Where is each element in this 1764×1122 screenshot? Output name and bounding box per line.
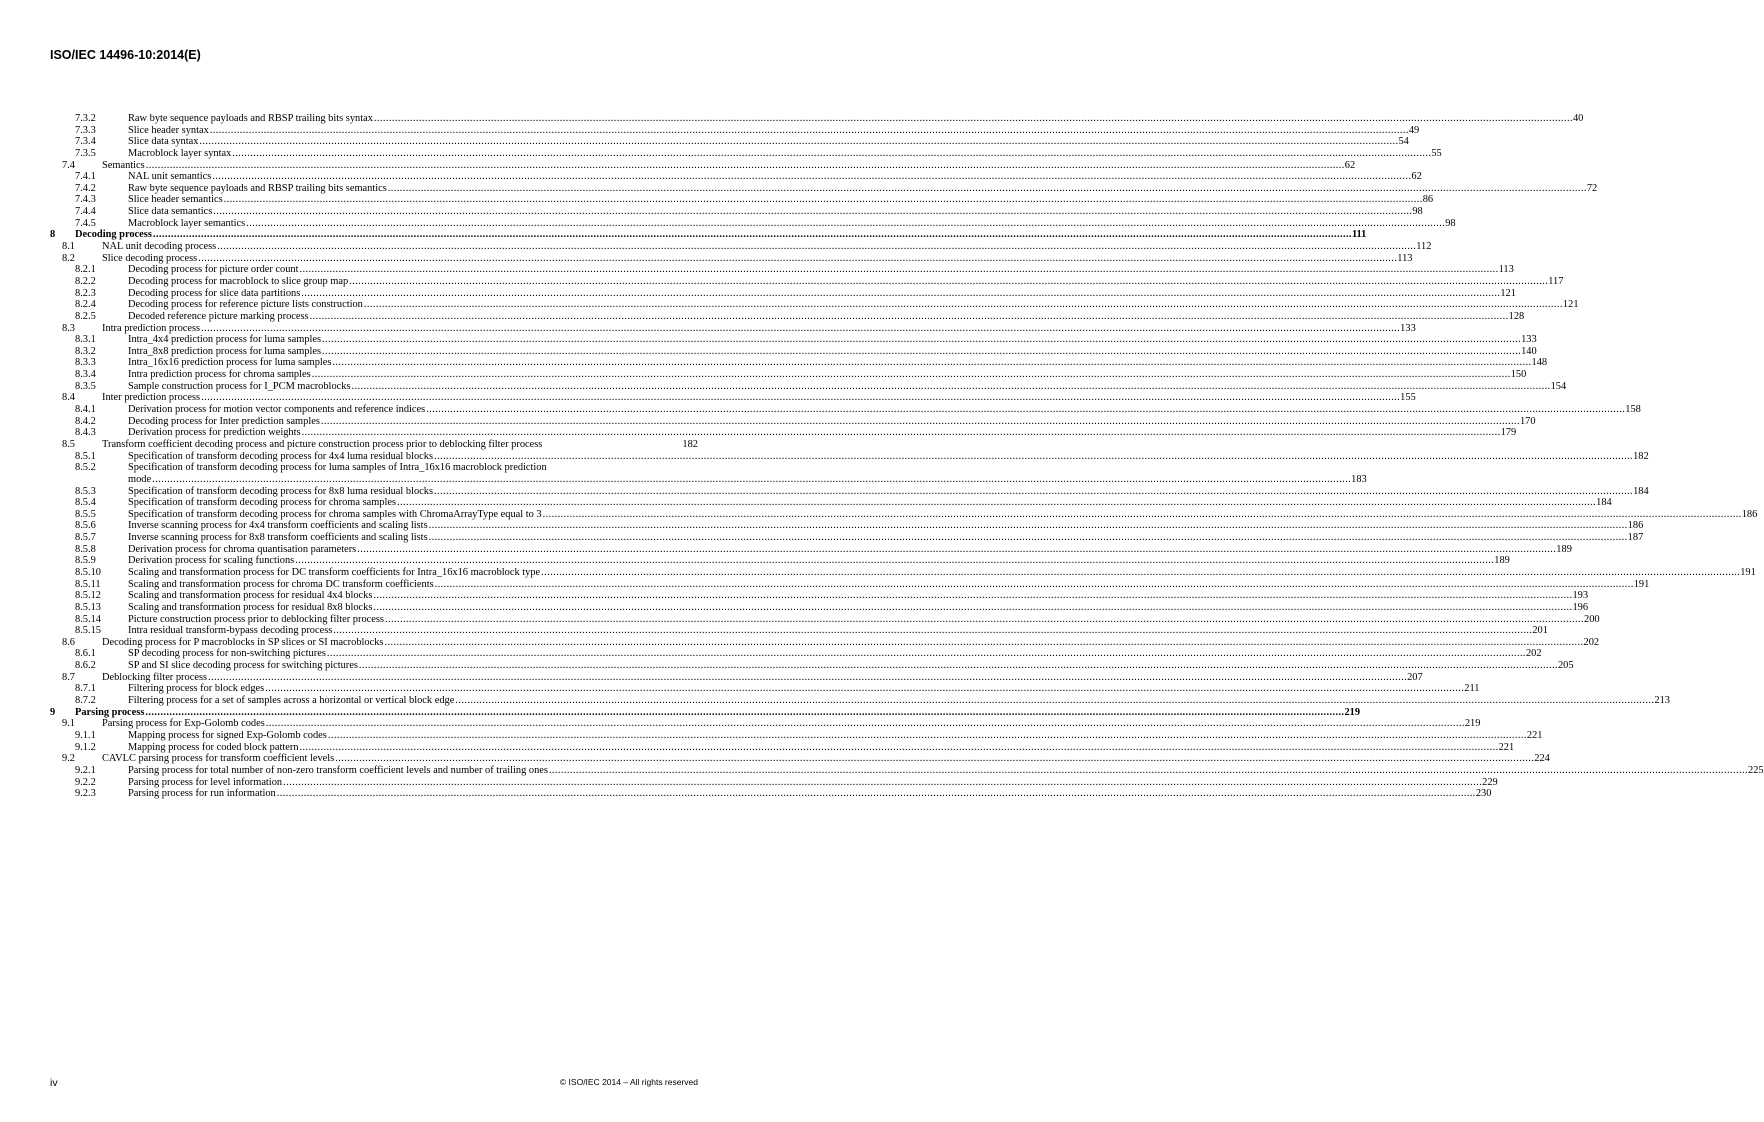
toc-page-number: 224 bbox=[1534, 753, 1550, 765]
toc-section-title: Derivation process for prediction weights bbox=[128, 427, 301, 439]
toc-page-number: 170 bbox=[1519, 415, 1536, 427]
toc-section-number: 8.5 bbox=[62, 438, 75, 450]
toc-section-number: 8.5.3 bbox=[75, 485, 96, 497]
toc-entry[interactable] bbox=[50, 334, 1537, 346]
toc-dot-leader: ................................................................................................................................................................................................................................................................................................................................................................................................................ bbox=[434, 450, 1634, 462]
toc-section-number: 7.3.3 bbox=[75, 124, 96, 136]
toc-entry[interactable] bbox=[50, 462, 1367, 485]
toc-dot-leader: ................................................................................................................................................................................................................................................................................................................................................................................................................ bbox=[358, 660, 1558, 672]
toc-section-number: 9 bbox=[50, 706, 56, 718]
toc-section-title: Inter prediction process bbox=[102, 392, 201, 404]
toc-dot-leader: ................................................................................................................................................................................................................................................................................................................................................................................................................ bbox=[311, 369, 1511, 381]
toc-dot-leader: ................................................................................................................................................................................................................................................................................................................................................................................................................ bbox=[299, 741, 1499, 753]
toc-section-title: Intra prediction process for chroma samples bbox=[128, 369, 311, 381]
toc-page-number: 86 bbox=[1422, 194, 1434, 206]
toc-dot-leader: ................................................................................................................................................................................................................................................................................................................................................................................................................ bbox=[320, 415, 1520, 427]
toc-section-title: Macroblock layer syntax bbox=[128, 147, 232, 159]
toc-page-number: 221 bbox=[1526, 729, 1543, 741]
toc-section-number: 7.4.2 bbox=[75, 182, 96, 194]
toc-page-number: 179 bbox=[1500, 427, 1517, 439]
toc-entry[interactable] bbox=[50, 357, 1548, 369]
toc-page-number: 219 bbox=[1464, 718, 1481, 730]
toc-entry[interactable] bbox=[50, 718, 1481, 730]
toc-page-number: 193 bbox=[1572, 590, 1589, 602]
toc-page-number: 133 bbox=[1521, 334, 1537, 346]
toc-dot-leader: ................................................................................................................................................................................................................................................................................................................................................................................................................ bbox=[322, 334, 1522, 346]
toc-page-number: 230 bbox=[1475, 788, 1492, 800]
toc-entry[interactable] bbox=[50, 124, 1420, 137]
toc-section-number: 8.3 bbox=[62, 322, 75, 334]
toc-section-title: Deblocking filter process bbox=[102, 671, 208, 683]
toc-page-number: 158 bbox=[1625, 404, 1641, 416]
toc-section-number: 8 bbox=[50, 229, 56, 241]
toc-section-number: 8.6 bbox=[62, 636, 75, 648]
toc-dot-leader: ................................................................................................................................................................................................................................................................................................................................................................................................................ bbox=[434, 578, 1634, 590]
toc-section-number: 8.5.13 bbox=[75, 601, 101, 613]
toc-page-number: 187 bbox=[1627, 532, 1644, 544]
toc-section-title: Specification of transform decoding process for 4x4 luma residual blocks bbox=[128, 450, 433, 462]
toc-dot-leader: ................................................................................................................................................................................................................................................................................................................................................................................................................ bbox=[351, 380, 1551, 392]
toc-dot-leader: ................................................................................................................................................................................................................................................................................................................................................................................................................ bbox=[363, 299, 1563, 311]
toc-entry[interactable] bbox=[50, 345, 1537, 358]
toc-section-number: 9.1.2 bbox=[75, 741, 96, 753]
toc-section-title: Intra_8x8 prediction process for luma samples bbox=[128, 345, 322, 357]
toc-section-title: CAVLC parsing process for transform coefficient levels bbox=[102, 753, 335, 765]
toc-section-number: 8.3.1 bbox=[75, 334, 96, 346]
toc-section-number: 7.4.1 bbox=[75, 171, 96, 183]
toc-section-number: 8.7 bbox=[62, 671, 75, 683]
toc-page-number: 186 bbox=[1627, 520, 1644, 532]
toc-section-number: 7.3.5 bbox=[75, 147, 96, 159]
toc-page-number: 154 bbox=[1550, 380, 1567, 392]
toc-entry[interactable] bbox=[50, 706, 1361, 719]
toc-section-title: Decoding process for reference picture lists construction bbox=[128, 299, 363, 311]
toc-dot-leader: ................................................................................................................................................................................................................................................................................................................................................................................................................ bbox=[145, 706, 1345, 718]
toc-entry[interactable] bbox=[50, 241, 1432, 253]
toc-page-number: 221 bbox=[1498, 741, 1515, 753]
toc-entry[interactable] bbox=[50, 310, 1525, 323]
toc-dot-leader: ................................................................................................................................................................................................................................................................................................................................................................................................................ bbox=[384, 613, 1585, 625]
toc-entry[interactable] bbox=[50, 194, 1434, 206]
toc-page-number: 200 bbox=[1584, 613, 1600, 625]
toc-entry[interactable] bbox=[50, 287, 1516, 300]
toc-page-number: 183 bbox=[1351, 473, 1367, 485]
toc-dot-leader bbox=[543, 439, 682, 451]
toc-section-title: NAL unit decoding process bbox=[102, 241, 217, 253]
toc-dot-leader: ................................................................................................................................................................................................................................................................................................................................................................................................................ bbox=[217, 241, 1417, 253]
toc-entry[interactable] bbox=[50, 299, 1579, 311]
toc-section-number: 9.2.1 bbox=[75, 764, 96, 776]
toc-dot-leader: ................................................................................................................................................................................................................................................................................................................................................................................................................ bbox=[542, 508, 1742, 520]
toc-dot-leader: ................................................................................................................................................................................................................................................................................................................................................................................................................ bbox=[152, 473, 1352, 485]
toc-section-number: 9.2.2 bbox=[75, 776, 96, 788]
toc-section-number: 8.2 bbox=[62, 252, 75, 264]
toc-section-number: 8.7.2 bbox=[75, 695, 96, 707]
toc-entry[interactable] bbox=[50, 182, 1598, 195]
toc-entry[interactable] bbox=[50, 369, 1527, 381]
toc-section-number: 9.1.1 bbox=[75, 729, 96, 741]
toc-page-number: 40 bbox=[1572, 113, 1584, 124]
toc-section-number: 8.4 bbox=[62, 392, 75, 404]
toc-section-title: Specification of transform decoding process for chroma samples bbox=[128, 497, 397, 509]
toc-section-number: 7.4.4 bbox=[75, 206, 96, 218]
toc-section-number: 8.4.1 bbox=[75, 404, 96, 416]
toc-page-number: 121 bbox=[1500, 287, 1516, 299]
toc-page-number: 182 bbox=[682, 438, 698, 450]
toc-section-title: Decoded reference picture marking process bbox=[128, 310, 309, 322]
toc-page-number: 62 bbox=[1411, 171, 1422, 183]
toc-dot-leader: ................................................................................................................................................................................................................................................................................................................................................................................................................ bbox=[299, 264, 1499, 276]
toc-section-number: 8.5.5 bbox=[75, 508, 96, 520]
toc-entry[interactable] bbox=[50, 450, 1649, 463]
toc-section-number: 7.4 bbox=[62, 159, 75, 171]
toc-section-title: Picture construction process prior to deblocking filter process bbox=[128, 613, 384, 625]
toc-entry[interactable] bbox=[50, 392, 1416, 404]
toc-entry[interactable] bbox=[50, 764, 1764, 777]
toc-dot-leader: ................................................................................................................................................................................................................................................................................................................................................................................................................ bbox=[428, 520, 1628, 532]
toc-page-number: 150 bbox=[1510, 369, 1527, 381]
toc-page-number: 229 bbox=[1482, 776, 1498, 788]
toc-entry[interactable] bbox=[50, 753, 1550, 765]
toc-page-number: 117 bbox=[1548, 275, 1564, 287]
toc-section-number: 8.2.3 bbox=[75, 287, 96, 299]
toc-page-number: 155 bbox=[1400, 392, 1416, 404]
toc-section-number: 8.2.2 bbox=[75, 275, 96, 287]
toc-dot-leader: ................................................................................................................................................................................................................................................................................................................................................................................................................ bbox=[232, 147, 1432, 159]
toc-section-title: SP decoding process for non-switching pictures bbox=[128, 648, 326, 660]
toc-dot-leader: ................................................................................................................................................................................................................................................................................................................................................................................................................ bbox=[434, 485, 1634, 497]
toc-section-title: Decoding process bbox=[75, 229, 152, 241]
toc-section-number: 8.5.10 bbox=[75, 567, 101, 578]
toc-entry[interactable] bbox=[50, 159, 1356, 172]
toc-section-number: 8.5.6 bbox=[75, 520, 96, 532]
toc-section-number: 8.2.4 bbox=[75, 299, 96, 311]
toc-dot-leader: ................................................................................................................................................................................................................................................................................................................................................................................................................ bbox=[332, 357, 1532, 369]
toc-section-title: Decoding process for P macroblocks in SP slices or SI macroblocks bbox=[102, 636, 384, 648]
toc-page-number: 196 bbox=[1572, 601, 1589, 613]
toc-entry[interactable] bbox=[50, 555, 1510, 567]
toc-entry[interactable] bbox=[50, 147, 1442, 160]
toc-dot-leader: ................................................................................................................................................................................................................................................................................................................................................................................................................ bbox=[295, 555, 1495, 567]
toc-dot-leader: ................................................................................................................................................................................................................................................................................................................................................................................................................ bbox=[426, 404, 1626, 416]
toc-section-title: Scaling and transformation process for DC transform coefficients for Intra_16x16 macroblock type bbox=[128, 567, 541, 578]
toc-section-number: 8.6.1 bbox=[75, 648, 96, 660]
toc-dot-leader: ................................................................................................................................................................................................................................................................................................................................................................................................................ bbox=[373, 113, 1573, 124]
toc-page-number: 202 bbox=[1525, 648, 1542, 660]
toc-section-number: 8.2.5 bbox=[75, 310, 96, 322]
toc-dot-leader: ................................................................................................................................................................................................................................................................................................................................................................................................................ bbox=[541, 567, 1741, 578]
toc-section-number: 7.4.5 bbox=[75, 217, 96, 229]
toc-section-number: 8.3.3 bbox=[75, 357, 96, 369]
toc-entry[interactable] bbox=[50, 671, 1423, 684]
toc-section-title: Sample construction process for I_PCM macroblocks bbox=[128, 380, 351, 392]
toc-section-title: mode bbox=[128, 473, 152, 485]
toc-section-title: Transform coefficient decoding process and picture construction process prior to deblocking filter process bbox=[102, 438, 543, 450]
toc-dot-leader: ................................................................................................................................................................................................................................................................................................................................................................................................................ bbox=[265, 683, 1465, 695]
toc-dot-leader: ................................................................................................................................................................................................................................................................................................................................................................................................................ bbox=[333, 625, 1533, 637]
toc-section-number: 8.5.4 bbox=[75, 497, 96, 509]
toc-dot-leader: ................................................................................................................................................................................................................................................................................................................................................................................................................ bbox=[246, 217, 1446, 229]
toc-entry[interactable] bbox=[50, 543, 1572, 556]
toc-entry[interactable] bbox=[50, 380, 1567, 393]
toc-section-number: 7.3.2 bbox=[75, 113, 96, 124]
toc-dot-leader: ................................................................................................................................................................................................................................................................................................................................................................................................................ bbox=[213, 206, 1413, 218]
toc-section-number: 8.5.12 bbox=[75, 590, 101, 602]
toc-section-number: 8.3.5 bbox=[75, 380, 96, 392]
toc-page-number: 225 bbox=[1748, 764, 1764, 776]
toc-page-number: 72 bbox=[1586, 182, 1598, 194]
toc-entry[interactable] bbox=[50, 695, 1670, 707]
toc-page-number: 55 bbox=[1431, 147, 1442, 159]
toc-dot-leader: ................................................................................................................................................................................................................................................................................................................................................................................................................ bbox=[152, 229, 1352, 241]
toc-section-number: 8.4.3 bbox=[75, 427, 96, 439]
toc-entry[interactable] bbox=[50, 625, 1548, 637]
toc-entry[interactable] bbox=[50, 485, 1649, 498]
toc-entry[interactable] bbox=[50, 578, 1650, 591]
toc-page-number: 133 bbox=[1400, 322, 1416, 334]
toc-page-number: 113 bbox=[1498, 264, 1514, 276]
toc-section-title: Specification of transform decoding process for 8x8 luma residual blocks bbox=[128, 485, 433, 497]
toc-entry[interactable] bbox=[50, 427, 1517, 439]
toc-section-title: SP and SI slice decoding process for switching pictures bbox=[128, 660, 358, 672]
toc-section-title: Parsing process for Exp-Golomb codes bbox=[102, 718, 265, 730]
toc-section-number: 8.5.1 bbox=[75, 450, 96, 462]
toc-section-title: Parsing process for level information bbox=[128, 776, 283, 788]
toc-section-number: 7.3.4 bbox=[75, 136, 96, 148]
toc-page-number: 49 bbox=[1408, 124, 1420, 136]
toc-entry[interactable] bbox=[50, 264, 1514, 276]
toc-section-title: Filtering process for a set of samples across a horizontal or vertical block edge bbox=[128, 695, 455, 707]
toc-entry[interactable] bbox=[50, 136, 1409, 148]
toc-section-number: 8.5.2 bbox=[75, 462, 96, 474]
toc-entry[interactable] bbox=[50, 729, 1543, 742]
toc-dot-leader: ................................................................................................................................................................................................................................................................................................................................................................................................................ bbox=[357, 543, 1557, 555]
document-id-header: ISO/IEC 14496-10:2014(E) bbox=[50, 48, 201, 62]
toc-section-number: 9.2 bbox=[62, 753, 75, 765]
toc-section-title: Semantics bbox=[102, 159, 145, 171]
toc-entry[interactable] bbox=[50, 508, 1758, 521]
toc-page-number: 184 bbox=[1633, 485, 1649, 497]
toc-section-title: Decoding process for macroblock to slice group map bbox=[128, 275, 349, 287]
toc-entry[interactable] bbox=[50, 171, 1422, 183]
toc-dot-leader: ................................................................................................................................................................................................................................................................................................................................................................................................................ bbox=[397, 497, 1597, 509]
toc-dot-leader: ................................................................................................................................................................................................................................................................................................................................................................................................................ bbox=[223, 194, 1423, 206]
toc-section-title: Derivation process for scaling functions bbox=[128, 555, 295, 567]
toc-entry[interactable] bbox=[50, 532, 1644, 544]
toc-page-number: 98 bbox=[1445, 217, 1456, 229]
toc-section-title: Raw byte sequence payloads and RBSP trailing bits syntax bbox=[128, 113, 373, 124]
toc-entry[interactable] bbox=[50, 415, 1536, 428]
toc-dot-leader: ................................................................................................................................................................................................................................................................................................................................................................................................................ bbox=[373, 590, 1573, 602]
toc-page-number: 128 bbox=[1508, 310, 1525, 322]
toc-dot-leader: ................................................................................................................................................................................................................................................................................................................................................................................................................ bbox=[548, 764, 1748, 776]
toc-section-title: Decoding process for picture order count bbox=[128, 264, 299, 276]
toc-page-number: 213 bbox=[1654, 695, 1670, 707]
toc-section-title: Filtering process for block edges bbox=[128, 683, 265, 695]
toc-section-title: Slice data semantics bbox=[128, 206, 213, 218]
toc-section-title: Scaling and transformation process for chroma DC transform coefficients bbox=[128, 578, 434, 590]
toc-page-number: 211 bbox=[1464, 683, 1480, 695]
toc-entry[interactable] bbox=[50, 217, 1456, 230]
toc-page-number: 205 bbox=[1557, 660, 1574, 672]
table-of-contents bbox=[50, 113, 1764, 800]
toc-page-number: 201 bbox=[1532, 625, 1548, 637]
toc-entry[interactable] bbox=[50, 660, 1574, 672]
toc-page-number: 140 bbox=[1521, 345, 1537, 357]
toc-page-number: 184 bbox=[1596, 497, 1612, 509]
toc-section-title: Decoding process for slice data partitions bbox=[128, 287, 301, 299]
toc-dot-leader: ................................................................................................................................................................................................................................................................................................................................................................................................................ bbox=[384, 636, 1584, 648]
toc-entry[interactable] bbox=[50, 229, 1367, 241]
toc-section-title: Slice decoding process bbox=[102, 252, 198, 264]
toc-section-number: 9.1 bbox=[62, 718, 75, 730]
toc-entry[interactable] bbox=[50, 497, 1612, 509]
toc-section-title: Mapping process for coded block pattern bbox=[128, 741, 299, 753]
toc-entry[interactable] bbox=[50, 439, 698, 451]
toc-entry[interactable] bbox=[50, 567, 1756, 579]
toc-section-number: 8.5.7 bbox=[75, 532, 96, 544]
toc-dot-leader: ................................................................................................................................................................................................................................................................................................................................................................................................................ bbox=[309, 310, 1509, 322]
toc-page-number: 54 bbox=[1398, 136, 1409, 148]
toc-page-number: 189 bbox=[1494, 555, 1510, 567]
toc-dot-leader: ................................................................................................................................................................................................................................................................................................................................................................................................................ bbox=[208, 671, 1408, 683]
toc-section-number: 8.3.2 bbox=[75, 345, 96, 357]
copyright-notice: © ISO/IEC 2014 – All rights reserved bbox=[559, 1077, 698, 1087]
toc-section-title: Specification of transform decoding process for luma samples of Intra_16x16 macroblock prediction bbox=[128, 462, 547, 474]
toc-section-title: Slice header semantics bbox=[128, 194, 223, 206]
toc-dot-leader: ................................................................................................................................................................................................................................................................................................................................................................................................................ bbox=[265, 718, 1465, 730]
toc-section-title: Raw byte sequence payloads and RBSP trailing bits semantics bbox=[128, 182, 387, 194]
toc-entry[interactable] bbox=[50, 590, 1589, 602]
toc-page-number: 189 bbox=[1556, 543, 1572, 555]
toc-entry[interactable] bbox=[50, 683, 1480, 695]
toc-section-title: Macroblock layer semantics bbox=[128, 217, 246, 229]
toc-section-number: 8.5.11 bbox=[75, 578, 101, 590]
toc-section-title: Inverse scanning process for 8x8 transform coefficients and scaling lists bbox=[128, 532, 428, 544]
toc-dot-leader: ................................................................................................................................................................................................................................................................................................................................................................................................................ bbox=[327, 729, 1527, 741]
toc-entry[interactable] bbox=[50, 648, 1542, 660]
toc-dot-leader: ................................................................................................................................................................................................................................................................................................................................................................................................................ bbox=[335, 753, 1535, 765]
toc-dot-leader: ................................................................................................................................................................................................................................................................................................................................................................................................................ bbox=[428, 532, 1628, 544]
toc-page-number: 62 bbox=[1344, 159, 1356, 171]
toc-dot-leader: ................................................................................................................................................................................................................................................................................................................................................................................................................ bbox=[322, 345, 1522, 357]
toc-dot-leader: ................................................................................................................................................................................................................................................................................................................................................................................................................ bbox=[201, 322, 1401, 334]
toc-section-title: Scaling and transformation process for residual 4x4 blocks bbox=[128, 590, 373, 602]
toc-dot-leader: ................................................................................................................................................................................................................................................................................................................................................................................................................ bbox=[301, 427, 1501, 439]
page-number: iv bbox=[50, 1077, 58, 1089]
toc-page-number: 202 bbox=[1583, 636, 1600, 648]
toc-dot-leader: ................................................................................................................................................................................................................................................................................................................................................................................................................ bbox=[199, 136, 1399, 148]
toc-section-title: Intra_4x4 prediction process for luma samples bbox=[128, 334, 322, 346]
toc-section-title: Parsing process for run information bbox=[128, 788, 276, 800]
toc-section-number: 9.2.3 bbox=[75, 788, 96, 800]
toc-section-title: Scaling and transformation process for residual 8x8 blocks bbox=[128, 601, 373, 613]
toc-dot-leader: ................................................................................................................................................................................................................................................................................................................................................................................................................ bbox=[209, 124, 1409, 136]
toc-entry[interactable] bbox=[50, 788, 1492, 800]
toc-page-number: 148 bbox=[1531, 357, 1548, 369]
toc-section-number: 8.5.15 bbox=[75, 625, 101, 637]
toc-section-number: 8.6.2 bbox=[75, 660, 96, 672]
toc-dot-leader: ................................................................................................................................................................................................................................................................................................................................................................................................................ bbox=[455, 695, 1655, 707]
toc-section-title: Decoding process for Inter prediction samples bbox=[128, 415, 320, 427]
toc-entry[interactable] bbox=[50, 404, 1641, 416]
toc-section-title: Slice data syntax bbox=[128, 136, 199, 148]
toc-section-number: 8.4.2 bbox=[75, 415, 96, 427]
toc-page-number: 191 bbox=[1633, 578, 1650, 590]
toc-entry[interactable] bbox=[50, 601, 1589, 614]
toc-section-title: Inverse scanning process for 4x4 transform coefficients and scaling lists bbox=[128, 520, 428, 532]
toc-section-title: NAL unit semantics bbox=[128, 171, 212, 183]
toc-entry[interactable] bbox=[50, 776, 1498, 789]
toc-entry[interactable] bbox=[50, 741, 1515, 754]
toc-section-title: Intra prediction process bbox=[102, 322, 201, 334]
toc-page-number: 186 bbox=[1741, 508, 1758, 520]
toc-section-number: 8.2.1 bbox=[75, 264, 96, 276]
toc-page-number: 219 bbox=[1344, 706, 1361, 718]
toc-section-number: 8.5.9 bbox=[75, 555, 96, 567]
toc-entry[interactable] bbox=[50, 252, 1413, 265]
toc-page-number: 207 bbox=[1407, 671, 1423, 683]
toc-page-number: 191 bbox=[1740, 567, 1756, 578]
toc-dot-leader: ................................................................................................................................................................................................................................................................................................................................................................................................................ bbox=[373, 601, 1573, 613]
toc-entry[interactable] bbox=[50, 613, 1600, 626]
toc-dot-leader: ................................................................................................................................................................................................................................................................................................................................................................................................................ bbox=[212, 171, 1412, 183]
toc-section-number: 8.1 bbox=[62, 241, 75, 253]
toc-entry[interactable] bbox=[50, 113, 1584, 125]
toc-section-title: Derivation process for chroma quantisation parameters bbox=[128, 543, 357, 555]
toc-page-number: 113 bbox=[1397, 252, 1413, 264]
toc-entry[interactable] bbox=[50, 636, 1600, 649]
toc-dot-leader: ................................................................................................................................................................................................................................................................................................................................................................................................................ bbox=[387, 182, 1587, 194]
toc-section-title: Intra_16x16 prediction process for luma samples bbox=[128, 357, 332, 369]
toc-dot-leader: ................................................................................................................................................................................................................................................................................................................................................................................................................ bbox=[201, 392, 1401, 404]
toc-section-title: Slice header syntax bbox=[128, 124, 209, 136]
toc-page-number: 98 bbox=[1412, 206, 1423, 218]
toc-section-number: 8.3.4 bbox=[75, 369, 96, 381]
toc-dot-leader: ................................................................................................................................................................................................................................................................................................................................................................................................................ bbox=[276, 788, 1476, 800]
toc-section-title: Parsing process for total number of non-zero transform coefficient levels and number of trailing ones bbox=[128, 764, 548, 776]
toc-dot-leader: ................................................................................................................................................................................................................................................................................................................................................................................................................ bbox=[198, 252, 1398, 264]
toc-page-number: 121 bbox=[1562, 299, 1579, 311]
toc-page-number: 182 bbox=[1633, 450, 1649, 462]
toc-page-number: 111 bbox=[1351, 229, 1367, 241]
toc-section-title: Mapping process for signed Exp-Golomb codes bbox=[128, 729, 327, 741]
toc-page-number: 112 bbox=[1416, 241, 1432, 253]
toc-dot-leader: ................................................................................................................................................................................................................................................................................................................................................................................................................ bbox=[301, 287, 1501, 299]
toc-section-number: 8.5.14 bbox=[75, 613, 101, 625]
toc-entry[interactable] bbox=[50, 206, 1423, 218]
toc-section-number: 7.4.3 bbox=[75, 194, 96, 206]
toc-section-title: Derivation process for motion vector components and reference indices bbox=[128, 404, 426, 416]
toc-entry[interactable] bbox=[50, 322, 1416, 335]
toc-entry[interactable] bbox=[50, 520, 1644, 532]
toc-dot-leader: ................................................................................................................................................................................................................................................................................................................................................................................................................ bbox=[326, 648, 1526, 660]
toc-section-title: Parsing process bbox=[75, 706, 145, 718]
toc-dot-leader: ................................................................................................................................................................................................................................................................................................................................................................................................................ bbox=[349, 275, 1549, 287]
toc-dot-leader: ................................................................................................................................................................................................................................................................................................................................................................................................................ bbox=[145, 159, 1345, 171]
toc-entry[interactable] bbox=[50, 275, 1564, 288]
toc-section-title: Intra residual transform-bypass decoding process bbox=[128, 625, 333, 637]
toc-section-number: 8.5.8 bbox=[75, 543, 96, 555]
toc-dot-leader: ................................................................................................................................................................................................................................................................................................................................................................................................................ bbox=[283, 776, 1483, 788]
toc-section-title: Specification of transform decoding process for chroma samples with ChromaArrayType equal to 3 bbox=[128, 508, 542, 520]
toc-section-number: 8.7.1 bbox=[75, 683, 96, 695]
